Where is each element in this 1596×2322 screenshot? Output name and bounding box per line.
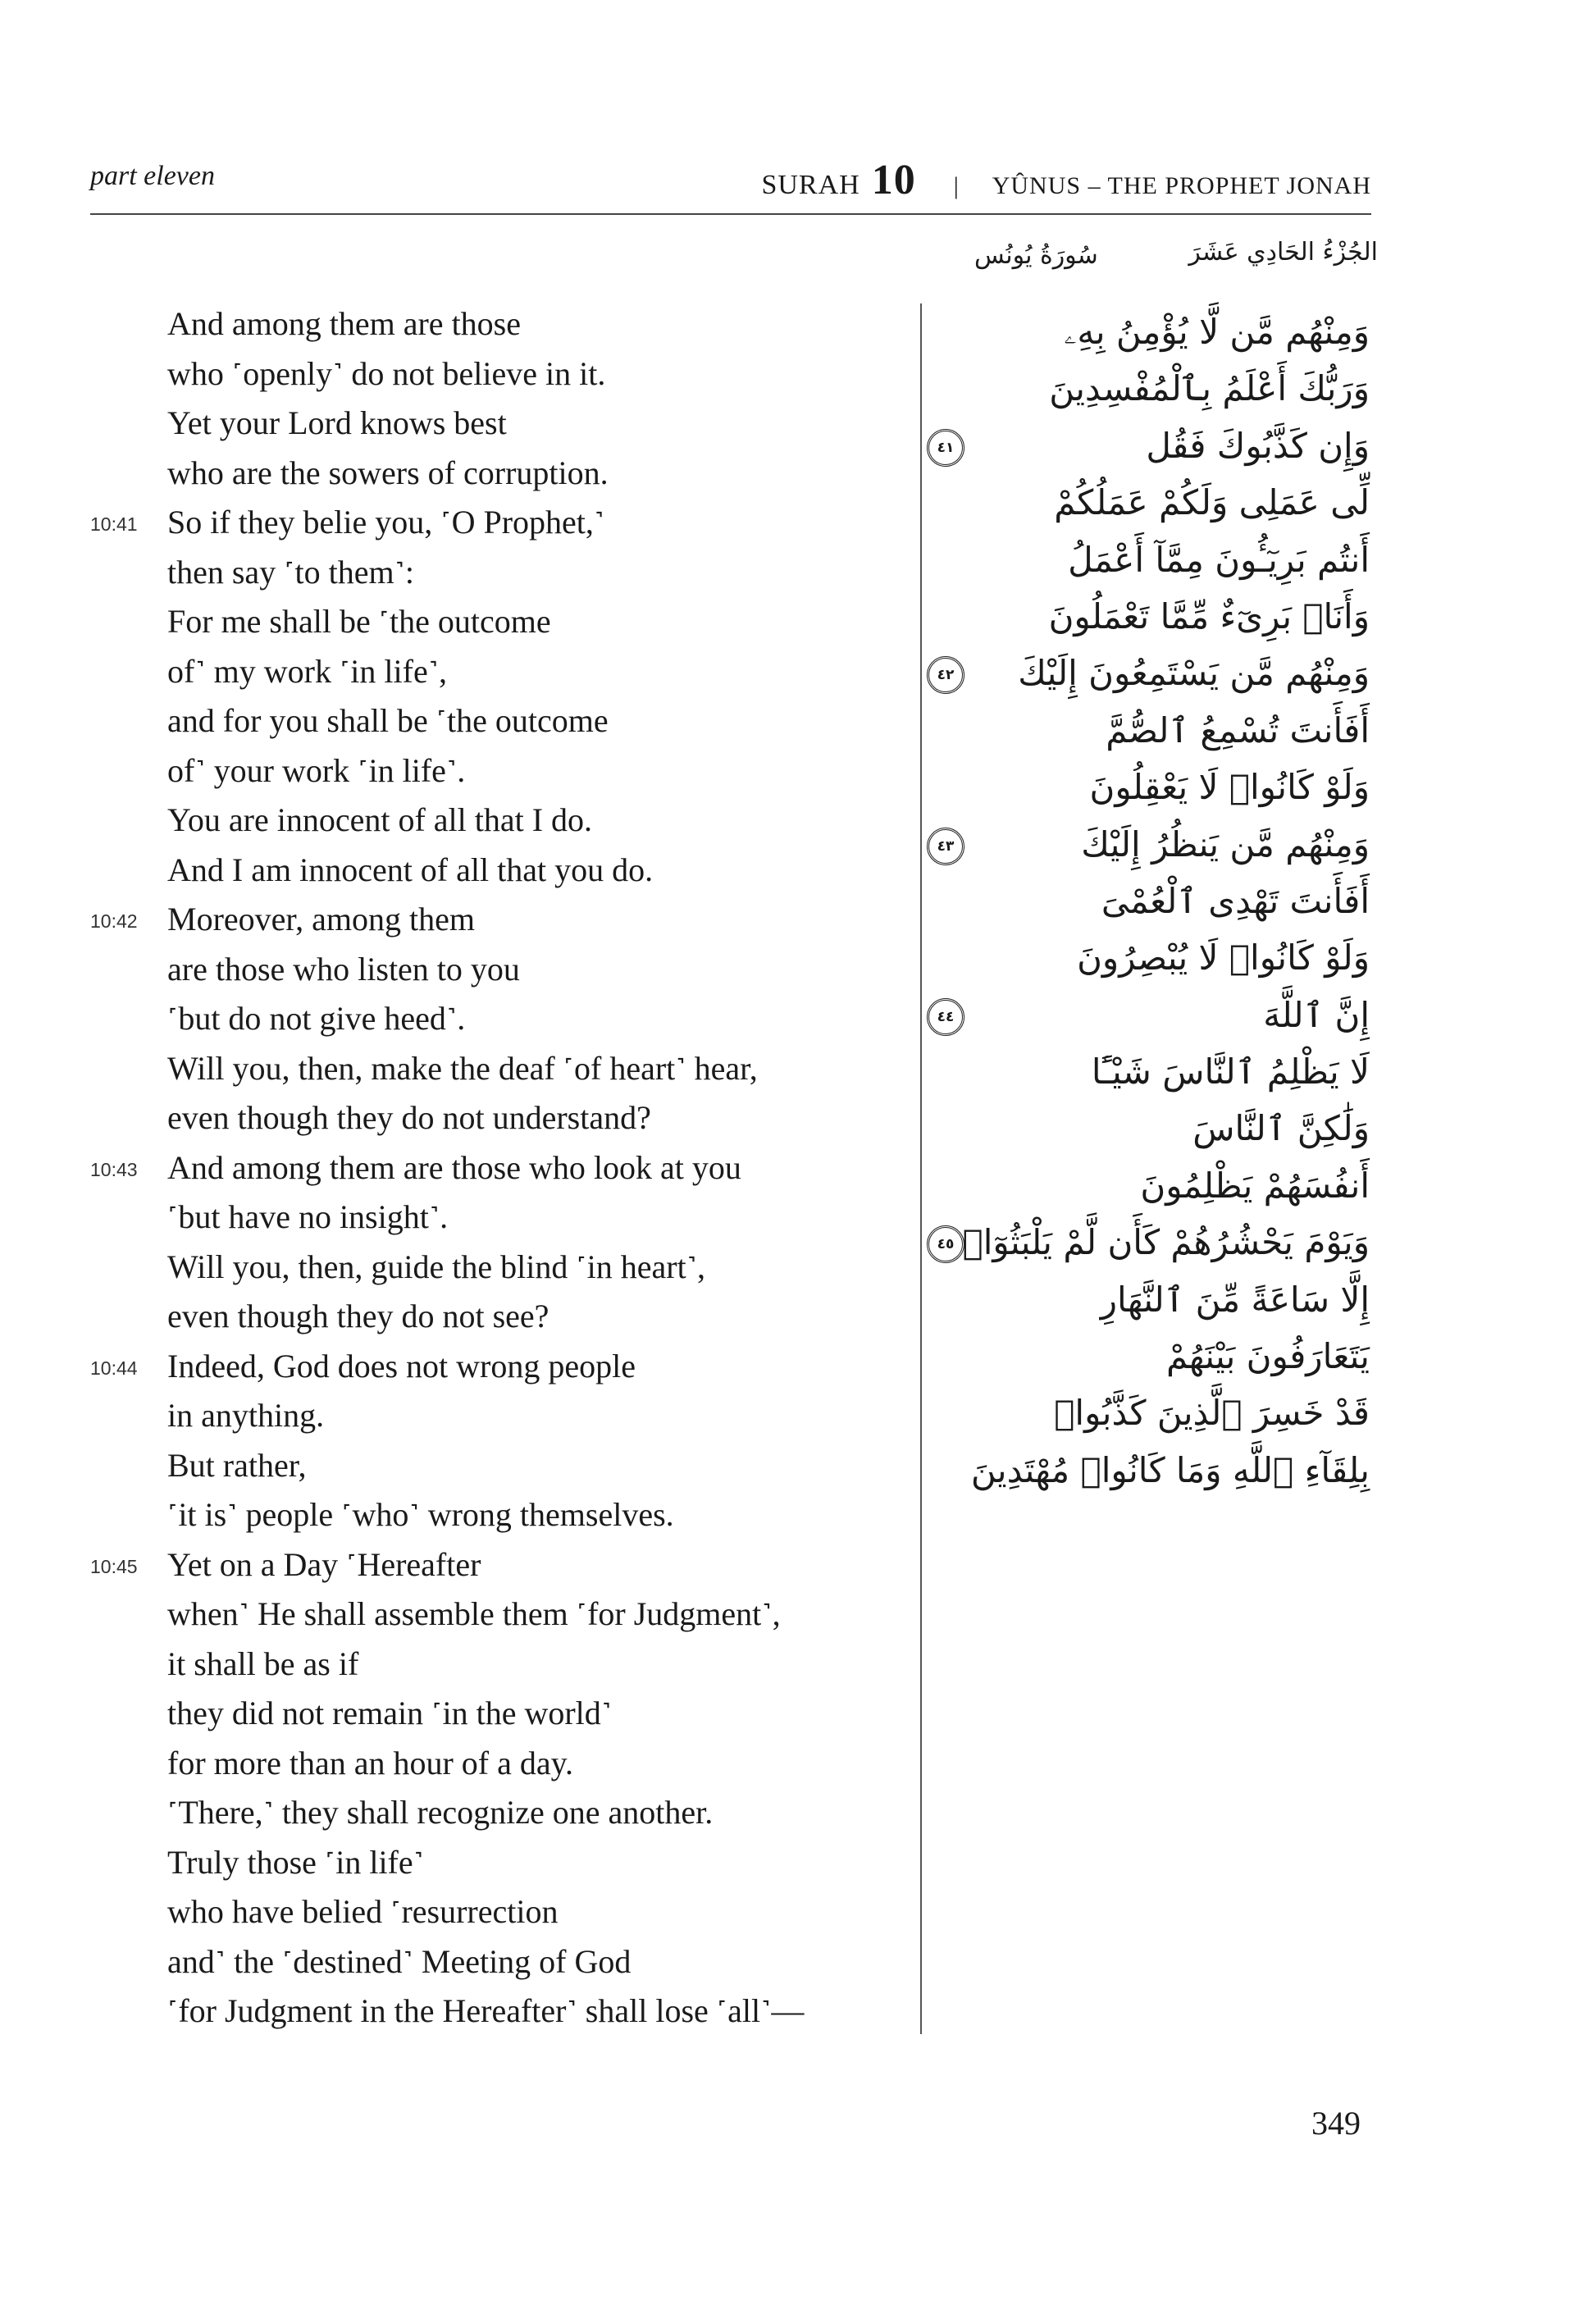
page-header: [90, 156, 1371, 215]
translation-text: Yet on a Day ˹Hereafter: [167, 1545, 481, 1583]
translation-text: And I am innocent of all that you do.: [167, 851, 654, 888]
arabic-verse-text: وَأَنَا۠ بَرِىٓءٌ مِّمَّا تَعْمَلُونَ: [1048, 595, 1370, 636]
arabic-line: [927, 1102, 1370, 1158]
column-divider: [920, 303, 922, 2034]
translation-text: in anything.: [167, 1397, 325, 1434]
translation-line: [90, 1838, 910, 1888]
translation-text: Moreover, among them: [167, 901, 475, 937]
english-translation: [90, 299, 910, 2037]
translation-text: ˹There,˺ they shall recognize one another.: [167, 1794, 714, 1831]
translation-line: [90, 1143, 910, 1193]
translation-line: [90, 1490, 910, 1540]
translation-text: are those who listen to you: [167, 950, 520, 988]
translation-line: [90, 1640, 910, 1690]
arabic-line: [927, 476, 1370, 532]
arabic-line: [927, 590, 1370, 646]
translation-line: [90, 1193, 910, 1243]
surah-number: 10: [871, 157, 916, 203]
translation-line: [90, 1887, 910, 1937]
arabic-verse-text: أَنتُم بَرِيٓـُٔونَ مِمَّآ أَعْمَلُ: [1068, 539, 1370, 580]
translation-text: it shall be as if: [167, 1645, 359, 1682]
arabic-surah-title: سُورَةُ يُونُس: [974, 241, 1098, 270]
arabic-line: [927, 818, 1370, 874]
arabic-line: [927, 1273, 1370, 1330]
arabic-verse-text: لِّى عَمَلِى وَلَكُمْ عَمَلُكُمْ: [1054, 482, 1370, 523]
surah-name: YÛNUS – THE PROPHET JONAH: [992, 172, 1371, 199]
translation-line: [90, 1093, 910, 1143]
translation-line: [90, 1788, 910, 1838]
translation-text: Will you, then, make the deaf ˹of heart˺ hear,: [167, 1049, 758, 1087]
arabic-verse-text: وَلَٰكِنَّ ٱلنَّاسَ: [1192, 1108, 1370, 1149]
arabic-line: [927, 1045, 1370, 1102]
arabic-verse-text: وَإِن كَذَّبُوكَ فَقُل: [1146, 425, 1370, 466]
arabic-verse-text: يَتَعَارَفُونَ بَيْنَهُمْ: [1165, 1336, 1370, 1377]
translation-line: [90, 1689, 910, 1739]
verse-number: 10:44: [90, 1357, 138, 1379]
arabic-verse-text: بِلِقَآءِ ٱللَّهِ وَمَا كَانُوا۟ مُهْتَدِينَ: [970, 1449, 1370, 1490]
translation-text: who have belied ˹resurrection: [167, 1893, 559, 1930]
translation-line: [90, 449, 910, 499]
arabic-verse-text: وَرَبُّكَ أَعْلَمُ بِٱلْمُفْسِدِينَ: [1049, 368, 1370, 409]
translation-line: [90, 1987, 910, 2037]
verse-marker-icon: ٤٣: [927, 828, 964, 865]
translation-line: [90, 1391, 910, 1441]
verse-marker-icon: ٤١: [927, 429, 964, 467]
translation-line: [90, 1292, 910, 1342]
translation-text: So if they belie you, ˹O Prophet,˺: [167, 504, 605, 541]
arabic-line: [927, 760, 1370, 817]
translation-text: But rather,: [167, 1446, 307, 1484]
translation-line: [90, 1441, 910, 1491]
translation-line: [90, 1243, 910, 1293]
translation-text: Will you, then, guide the blind ˹in heart˺,: [167, 1248, 706, 1285]
arabic-verse-text: لَا يَظْلِمُ ٱلنَّاسَ شَيْـًٔا: [1091, 1052, 1370, 1093]
arabic-line: [927, 1216, 1370, 1272]
arabic-line: [927, 874, 1370, 931]
arabic-line: [927, 533, 1370, 590]
translation-line: [90, 597, 910, 647]
arabic-line: [927, 646, 1370, 703]
arabic-verse-text: إِلَّا سَاعَةً مِّنَ ٱلنَّهَارِ: [1100, 1279, 1370, 1320]
arabic-line: [927, 1330, 1370, 1386]
translation-line: [90, 647, 910, 697]
translation-line: [90, 696, 910, 746]
surah-heading: [761, 156, 1371, 204]
translation-text: who are the sowers of corruption.: [167, 454, 609, 491]
arabic-line: [927, 362, 1370, 418]
verse-marker-icon: ٤٥: [927, 1225, 964, 1263]
arabic-verse-text: وَلَوْ كَانُوا۟ لَا يُبْصِرُونَ: [1077, 937, 1370, 979]
arabic-line: [927, 931, 1370, 988]
translation-text: And among them are those: [167, 305, 521, 342]
translation-text: when˺ He shall assemble them ˹for Judgment˺,: [167, 1595, 781, 1632]
arabic-verse-text: أَنفُسَهُمْ يَظْلِمُونَ: [1140, 1165, 1370, 1206]
translation-line: [90, 895, 910, 945]
translation-line: [90, 349, 910, 399]
arabic-line: [927, 419, 1370, 476]
translation-line: [90, 498, 910, 548]
translation-line: [90, 1590, 910, 1640]
translation-line: [90, 746, 910, 796]
translation-text: ˹for Judgment in the Hereafter˺ shall lose ˹all˺—: [167, 1992, 805, 2029]
translation-text: Yet your Lord knows best: [167, 404, 507, 441]
translation-line: [90, 1044, 910, 1094]
part-label: part eleven: [90, 161, 215, 191]
arabic-line: [927, 1444, 1370, 1500]
translation-text: And among them are those who look at you: [167, 1148, 741, 1186]
translation-line: [90, 994, 910, 1044]
translation-text: of˺ your work ˹in life˺.: [167, 751, 466, 789]
arabic-verse-text: وَيَوْمَ يَحْشُرُهُمْ كَأَن لَّمْ يَلْبَثُوٓا۟: [962, 1222, 1370, 1263]
arabic-line: [927, 1159, 1370, 1216]
translation-text: and˺ the ˹destined˺ Meeting of God: [167, 1942, 632, 1980]
arabic-header: [960, 238, 1378, 287]
translation-line: [90, 548, 910, 598]
verse-number: 10:45: [90, 1555, 138, 1577]
translation-line: [90, 1739, 910, 1789]
arabic-verse-text: أَفَأَنتَ تَهْدِى ٱلْعُمْىَ: [1101, 880, 1370, 921]
translation-line: [90, 846, 910, 896]
translation-text: even though they do not see?: [167, 1298, 549, 1334]
arabic-verse-text: وَمِنْهُم مَّن يَنظُرُ إِلَيْكَ: [1081, 823, 1370, 864]
translation-line: [90, 399, 910, 449]
translation-text: ˹it is˺ people ˹who˺ wrong themselves.: [167, 1496, 674, 1533]
translation-text: ˹but do not give heed˺.: [167, 1000, 466, 1037]
arabic-verse-text: إِنَّ ٱللَّهَ: [1263, 994, 1370, 1035]
arabic-verse-text: وَمِنْهُم مَّن لَّا يُؤْمِنُ بِهِۦ: [1064, 312, 1370, 352]
arabic-line: [927, 704, 1370, 760]
translation-text: Truly those ˹in life˺: [167, 1843, 424, 1881]
arabic-verse-text: وَمِنْهُم مَّن يَسْتَمِعُونَ إِلَيْكَ: [1018, 653, 1370, 694]
translation-text: even though they do not understand?: [167, 1099, 651, 1136]
page-number: 349: [1311, 2105, 1361, 2142]
translation-line: [90, 299, 910, 349]
translation-text: of˺ my work ˹in life˺,: [167, 652, 448, 690]
translation-line: [90, 945, 910, 995]
arabic-line: [927, 305, 1370, 362]
translation-line: [90, 1342, 910, 1392]
surah-separator: |: [953, 172, 960, 199]
translation-text: who ˹openly˺ do not believe in it.: [167, 354, 606, 392]
verse-number: 10:42: [90, 910, 138, 932]
translation-text: they did not remain ˹in the world˺: [167, 1695, 613, 1731]
translation-line: [90, 1937, 910, 1987]
verse-number: 10:43: [90, 1158, 138, 1180]
translation-text: Indeed, God does not wrong people: [167, 1347, 636, 1385]
surah-word: SURAH: [761, 170, 860, 200]
arabic-line: [927, 988, 1370, 1045]
verse-marker-icon: ٤٤: [927, 998, 964, 1036]
arabic-verse-text: أَفَأَنتَ تُسْمِعُ ٱلصُّمَّ: [1106, 709, 1370, 750]
translation-text: for more than an hour of a day.: [167, 1744, 573, 1781]
arabic-part-title: الجُزْءُ الحَادِي عَشَرَ: [1188, 238, 1378, 267]
translation-text: and for you shall be ˹the outcome: [167, 702, 609, 739]
verse-number: 10:41: [90, 513, 138, 535]
translation-text: ˹but have no insight˺.: [167, 1198, 449, 1235]
verse-marker-icon: ٤٢: [927, 656, 964, 694]
arabic-line: [927, 1386, 1370, 1443]
translation-line: [90, 796, 910, 846]
translation-text: You are innocent of all that I do.: [167, 801, 593, 838]
arabic-text: [927, 305, 1370, 1500]
arabic-verse-text: وَلَوْ كَانُوا۟ لَا يَعْقِلُونَ: [1089, 767, 1370, 808]
translation-line: [90, 1540, 910, 1590]
translation-text: For me shall be ˹the outcome: [167, 603, 551, 640]
translation-text: then say ˹to them˺:: [167, 553, 415, 591]
arabic-verse-text: قَدْ خَسِرَ ٱلَّذِينَ كَذَّبُوا۟: [1054, 1393, 1370, 1434]
